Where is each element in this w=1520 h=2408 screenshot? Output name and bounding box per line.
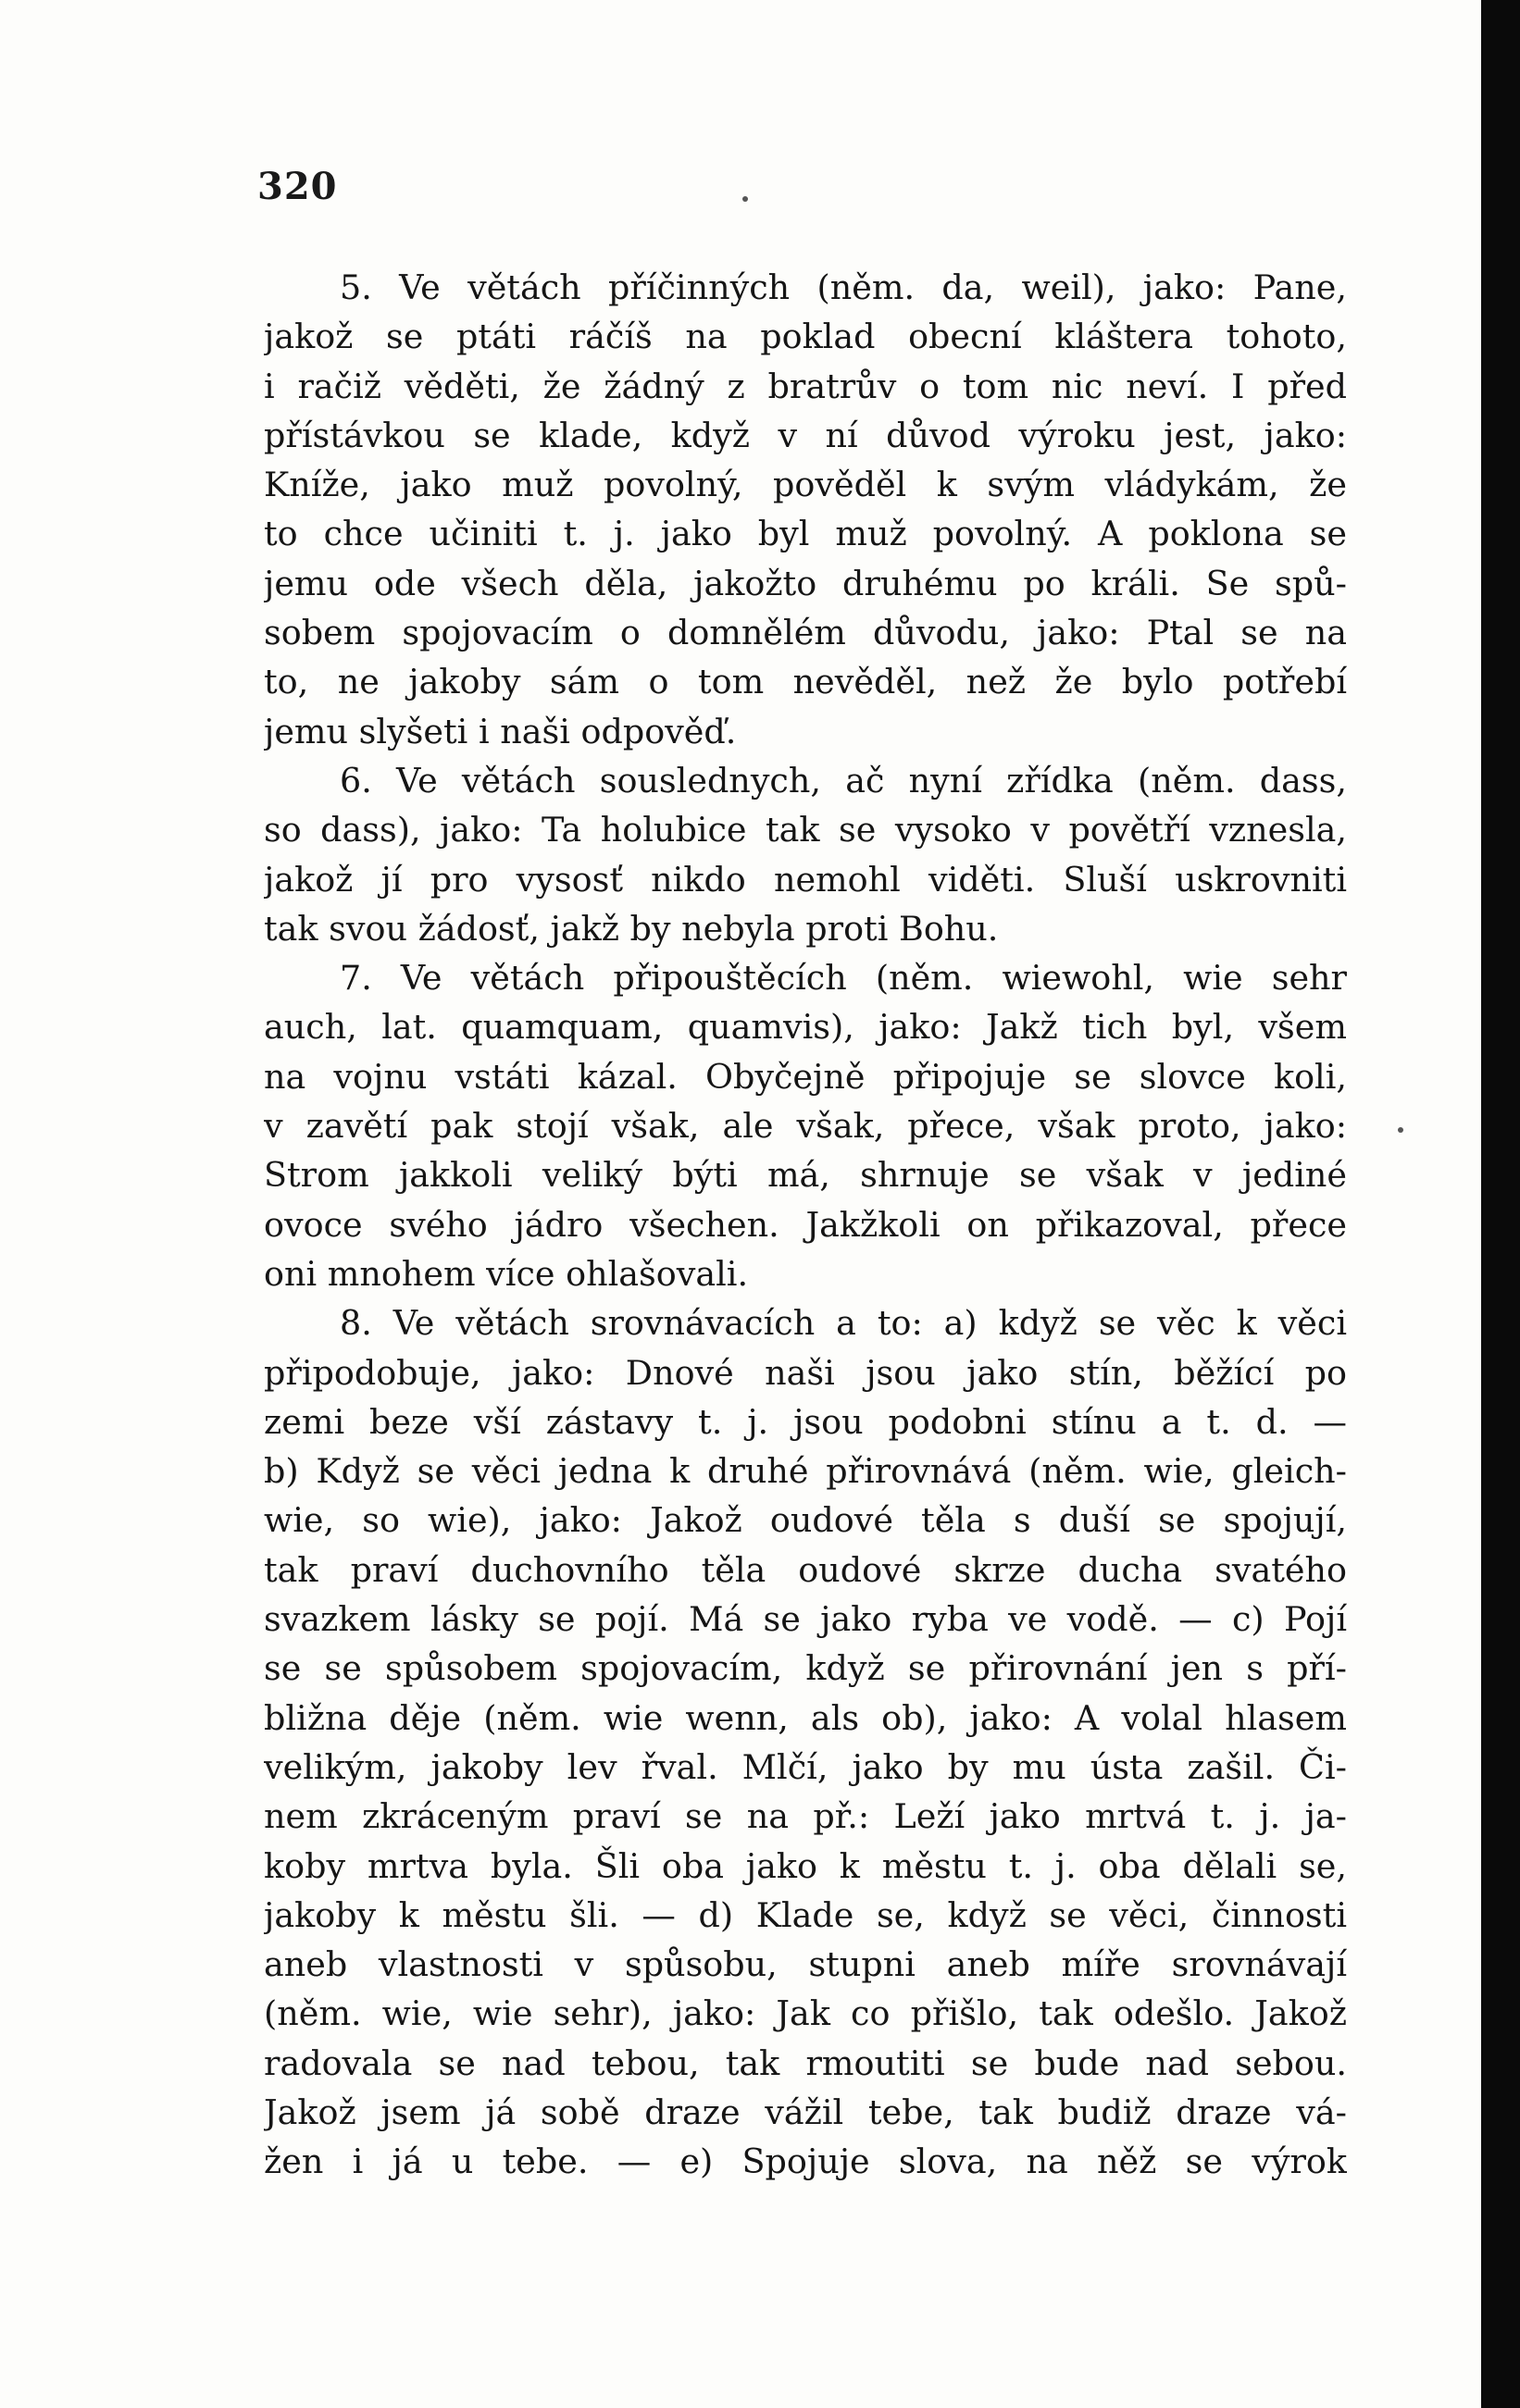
- text-line: v zavětí pak stojí však, ale však, přece, však proto, jako:: [264, 1106, 1347, 1147]
- text-line: 8. Ve větách srovnávacích a to: a) když se věc k věci: [340, 1303, 1347, 1344]
- text-line: svazkem lásky se pojí. Má se jako ryba ve vodě. — c) Pojí: [264, 1599, 1347, 1640]
- text-line: jakož se ptáti ráčíš na poklad obecní kláštera tohoto,: [264, 317, 1347, 357]
- text-line: aneb vlastnosti v spůsobu, stupni aneb míře srovnávají: [264, 1944, 1347, 1985]
- text-line: přístávkou se klade, když v ní důvod výroku jest, jako:: [264, 415, 1347, 455]
- text-line: Kníže, jako muž povolný, pověděl k svým vládykám, že: [264, 465, 1347, 505]
- text-line: zemi beze vší zástavy t. j. jsou podobni stínu a t. d. —: [264, 1401, 1347, 1442]
- text-line: nem zkráceným praví se na př.: Leží jako mrtvá t. j. ja-: [264, 1796, 1347, 1837]
- text-line: oni mnohem více ohlašovali.: [264, 1253, 749, 1294]
- text-line: Strom jakkoli veliký býti má, shrnuje se však v jediné: [264, 1155, 1347, 1196]
- text-line: auch, lat. quamquam, quamvis), jako: Jakž tich byl, všem: [264, 1007, 1347, 1048]
- text-line: velikým, jakoby lev řval. Mlčí, jako by mu ústa zašil. Či-: [264, 1746, 1347, 1787]
- body-text: [264, 263, 1347, 2187]
- text-line: b) Když se věci jedna k druhé přirovnává (něm. wie, gleich-: [264, 1451, 1347, 1492]
- page-number: 320: [257, 165, 338, 208]
- print-speck: [1398, 1127, 1403, 1133]
- text-line: Jakož jsem já sobě draze vážil tebe, tak budiž draze vá-: [264, 2091, 1347, 2132]
- text-line: radovala se nad tebou, tak rmoutiti se bude nad sebou.: [264, 2042, 1347, 2083]
- text-line: i račiž věděti, že žádný z bratrův o tom nic neví. I před: [264, 366, 1347, 406]
- text-line: to chce učiniti t. j. jako byl muž povolný. A poklona se: [264, 514, 1347, 554]
- text-line: se se spůsobem spojovacím, když se přirovnání jen s pří-: [264, 1648, 1347, 1689]
- text-line: 7. Ve větách připouštěcích (něm. wiewohl, wie sehr: [340, 958, 1347, 999]
- text-line: jemu ode všech děla, jakožto druhému po králi. Se spů-: [264, 563, 1347, 603]
- text-line: jemu slyšeti i naši odpověď.: [264, 711, 737, 751]
- text-line: 5. Ve větách příčinných (něm. da, weil), jako: Pane,: [340, 267, 1347, 307]
- text-line: 6. Ve větách souslednych, ač nyní zřídka (něm. dass,: [340, 760, 1347, 801]
- print-speck: [742, 196, 748, 202]
- text-line: na vojnu vstáti kázal. Obyčejně připojuje se slovce koli,: [264, 1056, 1347, 1097]
- text-line: připodobuje, jako: Dnové naši jsou jako stín, běžící po: [264, 1352, 1347, 1393]
- text-line: koby mrtva byla. Šli oba jako k městu t. j. oba dělali se,: [264, 1845, 1347, 1886]
- scan-border: [1481, 0, 1520, 2408]
- text-line: to, ne jakoby sám o tom nevěděl, než že bylo potřebí: [264, 662, 1347, 702]
- text-line: jakoby k městu šli. — d) Klade se, když se věci, činnosti: [264, 1894, 1347, 1935]
- text-line: wie, so wie), jako: Jakož oudové těla s duší se spojují,: [264, 1500, 1347, 1541]
- text-line: so dass), jako: Ta holubice tak se vysoko v povětří vznesla,: [264, 810, 1347, 850]
- text-line: jakož jí pro vysosť nikdo nemohl viděti. Sluší uskrovniti: [264, 859, 1347, 900]
- text-line: ovoce svého jádro všechen. Jakžkoli on přikazoval, přece: [264, 1204, 1347, 1245]
- text-line: sobem spojovacím o domnělém důvodu, jako: Ptal se na: [264, 613, 1347, 653]
- text-line: bližna děje (něm. wie wenn, als ob), jako: A volal hlasem: [264, 1697, 1347, 1738]
- text-line: žen i já u tebe. — e) Spojuje slova, na něž se výrok: [264, 2141, 1347, 2182]
- text-line: (něm. wie, wie sehr), jako: Jak co přišlo, tak odešlo. Jakož: [264, 1993, 1347, 2034]
- text-line: tak svou žádosť, jakž by nebyla proti Bohu.: [264, 908, 999, 949]
- text-line: tak praví duchovního těla oudové skrze ducha svatého: [264, 1549, 1347, 1590]
